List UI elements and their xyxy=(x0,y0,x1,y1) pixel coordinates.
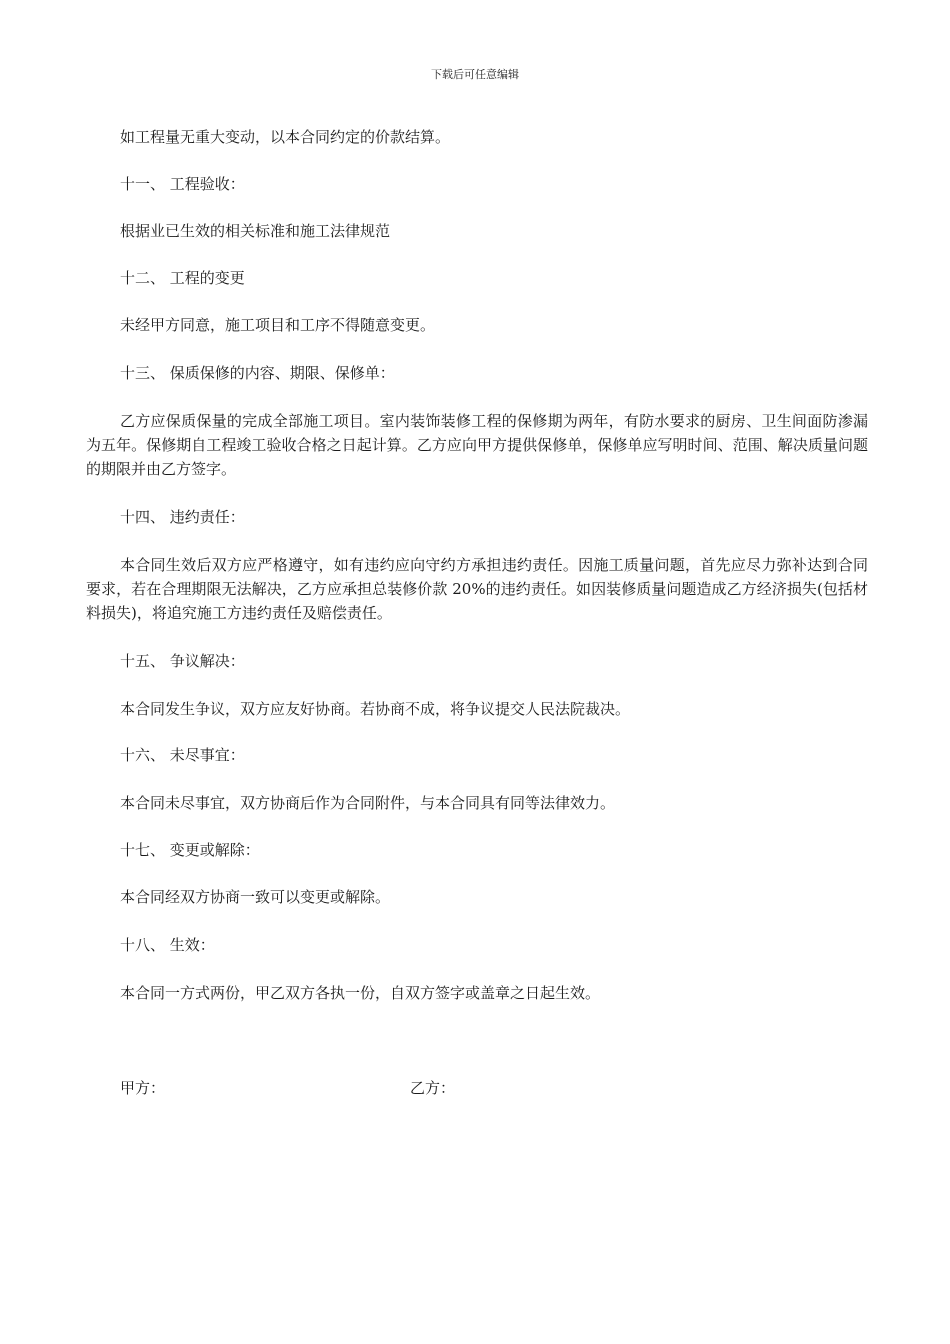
section-13-title: 十三、 保质保修的内容、期限、保修单： xyxy=(120,364,395,382)
section-18-title: 十八、 生效： xyxy=(120,936,215,954)
party-b-signature-label: 乙方： xyxy=(410,1079,456,1097)
section-16-title: 十六、 未尽事宜： xyxy=(120,746,245,764)
section-14-title: 十四、 违约责任： xyxy=(120,508,245,526)
section-16-body: 本合同未尽事宜，双方协商后作为合同附件，与本合同具有同等法律效力。 xyxy=(120,794,616,812)
party-a-signature-label: 甲方： xyxy=(120,1079,166,1097)
page-header-note: 下载后可任意编辑 xyxy=(431,68,519,81)
section-12-body: 未经甲方同意，施工项目和工序不得随意变更。 xyxy=(120,316,436,334)
section-13-body: 乙方应保质保量的完成全部施工项目。室内装饰装修工程的保修期为两年，有防水要求的厨房、卫生间面防渗漏为五年。保修期自工程竣工验收合格之日起计算。乙方应向甲方提供保修单，保修单应写明时间、范围、解决质量问题的期限并由乙方签字。 xyxy=(86,412,868,478)
section-17-body: 本合同经双方协商一致可以变更或解除。 xyxy=(120,888,391,906)
section-15-title: 十五、 争议解决： xyxy=(120,652,245,670)
section-18-body: 本合同一方式两份，甲乙双方各执一份，自双方签字或盖章之日起生效。 xyxy=(120,984,601,1002)
section-14-body: 本合同生效后双方应严格遵守，如有违约应向守约方承担违约责任。因施工质量问题，首先应尽力弥补达到合同要求，若在合理期限无法解决，乙方应承担总装修价款 20%的违约责任。如因装修质量问题造成乙方经济损失(包括材料损失)，将追究施工方违约责任及赔偿责任。 xyxy=(86,556,868,622)
section-11-body: 根据业已生效的相关标准和施工法律规范 xyxy=(120,222,391,240)
section-11-title: 十一、 工程验收： xyxy=(120,175,245,193)
section-15-body: 本合同发生争议，双方应友好协商。若协商不成，将争议提交人民法院裁决。 xyxy=(120,700,631,718)
section-12-title: 十二、 工程的变更 xyxy=(120,269,245,287)
settlement-paragraph: 如工程量无重大变动，以本合同约定的价款结算。 xyxy=(120,128,451,146)
section-17-title: 十七、 变更或解除： xyxy=(120,841,260,859)
